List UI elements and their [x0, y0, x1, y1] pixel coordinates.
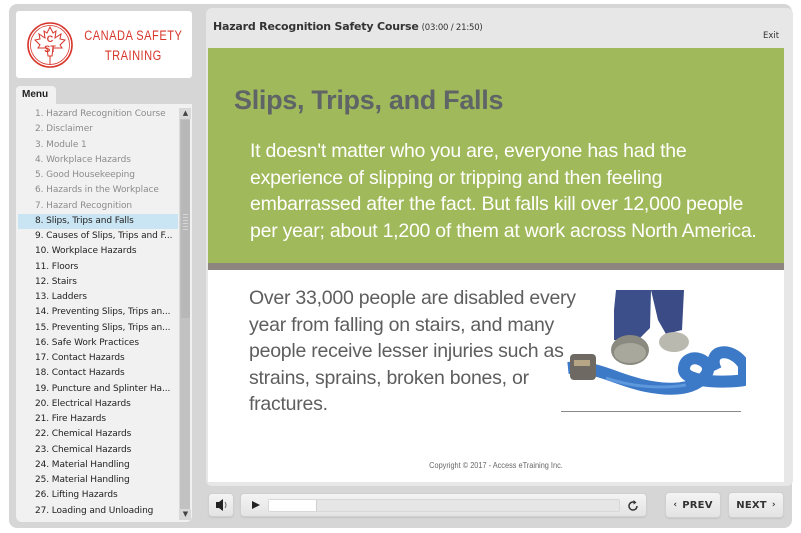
menu-item[interactable]: 8. Slips, Trips and Falls [18, 214, 178, 229]
menu-item[interactable]: 9. Causes of Slips, Trips and F... [35, 231, 173, 241]
menu-item[interactable]: 16. Safe Work Practices [35, 337, 139, 348]
logo-line-2: TRAINING [104, 48, 162, 63]
slide-title: Slips, Trips, and Falls [234, 85, 504, 115]
svg-text:ST: ST [44, 44, 56, 54]
course-title-text: Hazard Recognition Safety Course [213, 20, 419, 33]
menu-item[interactable]: 6. Hazards in the Workplace [35, 185, 159, 196]
play-icon[interactable] [252, 501, 260, 509]
next-button[interactable] [728, 492, 784, 518]
menu-item[interactable]: 21. Fire Hazards [35, 414, 106, 424]
menu-item[interactable]: 24. Material Handling [35, 459, 130, 470]
course-time: (03:00 / 21:50) [421, 23, 483, 33]
menu-item[interactable]: 25. Material Handling [35, 475, 130, 485]
course-title [213, 20, 483, 33]
slide-body-text: Over 33,000 people are disabled every year from falling on stairs, and many people receive lesser injuries such as strains, sprains, broken bones, or fractures. [249, 287, 576, 416]
maple-leaf-logo-icon [25, 21, 75, 69]
slide-intro-text: It doesn't matter who you are, everyone has had the experience of slipping or tripping and then feeling embarrassed after the fact. But falls kill over 12,000 people per year; about 1,200 of them at work across North America. [250, 140, 757, 242]
slide-divider-stripe [208, 263, 784, 270]
menu-item[interactable]: 20. Electrical Hazards [35, 398, 131, 409]
menu-item[interactable]: 1. Hazard Recognition Course [35, 109, 166, 119]
menu-item[interactable]: 18. Contact Hazards [35, 368, 125, 379]
menu-item[interactable]: 13. Ladders [35, 292, 87, 302]
svg-text:C: C [46, 34, 54, 44]
chevron-right-icon: › [771, 500, 776, 510]
menu-tab[interactable]: Menu [16, 86, 56, 106]
menu-item[interactable]: 2. Disclaimer [35, 124, 93, 135]
mute-button[interactable] [208, 493, 234, 517]
menu-panel [16, 104, 192, 522]
logo-line-1: CANADA SAFETY [84, 28, 183, 43]
menu-item[interactable]: 26. Lifting Hazards [35, 490, 118, 501]
copyright-text: Copyright © 2017 - Access eTraining Inc. [429, 461, 563, 470]
menu-item[interactable]: 17. Contact Hazards [35, 353, 125, 363]
menu-item[interactable]: 22. Chemical Hazards [35, 429, 132, 440]
scroll-grip-icon [183, 214, 188, 232]
menu-item[interactable]: 15. Preventing Slips, Trips an... [35, 322, 171, 333]
slide [208, 48, 784, 482]
progress-slider[interactable] [268, 499, 620, 512]
prev-button[interactable] [665, 492, 721, 518]
playback-bar [240, 493, 647, 517]
next-label: NEXT [736, 499, 767, 511]
menu-list [18, 107, 178, 519]
menu-item[interactable]: 10. Workplace Hazards [35, 246, 137, 257]
menu-item[interactable]: 3. Module 1 [35, 139, 87, 150]
menu-item[interactable]: 27. Loading and Unloading [35, 505, 154, 516]
menu-item[interactable]: 23. Chemical Hazards [35, 444, 132, 455]
prev-label: PREV [682, 499, 713, 511]
menu-item[interactable]: 4. Workplace Hazards [35, 154, 131, 165]
progress-fill [269, 500, 317, 511]
scroll-thumb[interactable] [181, 120, 190, 318]
chevron-left-icon: ‹ [673, 500, 678, 510]
scroll-down-arrow-icon[interactable]: ▼ [180, 509, 191, 520]
logo-text [80, 26, 187, 66]
exit-link[interactable]: Exit [763, 31, 780, 41]
menu-item[interactable]: 5. Good Housekeeping [35, 170, 135, 180]
menu-item[interactable]: 7. Hazard Recognition [35, 200, 132, 211]
replay-icon[interactable] [626, 499, 640, 513]
logo [16, 11, 192, 78]
menu-item[interactable]: 14. Preventing Slips, Trips an... [35, 307, 171, 318]
worker-tripping-hose-image [566, 290, 746, 405]
menu-scrollbar[interactable] [179, 108, 190, 520]
image-caption-rule [561, 411, 741, 412]
scroll-up-arrow-icon[interactable]: ▲ [180, 108, 191, 119]
menu-item[interactable]: 11. Floors [35, 261, 79, 272]
menu-item[interactable]: 19. Puncture and Splinter Ha... [35, 383, 171, 394]
menu-item[interactable]: 12. Stairs [35, 276, 77, 287]
speaker-icon [209, 494, 233, 516]
